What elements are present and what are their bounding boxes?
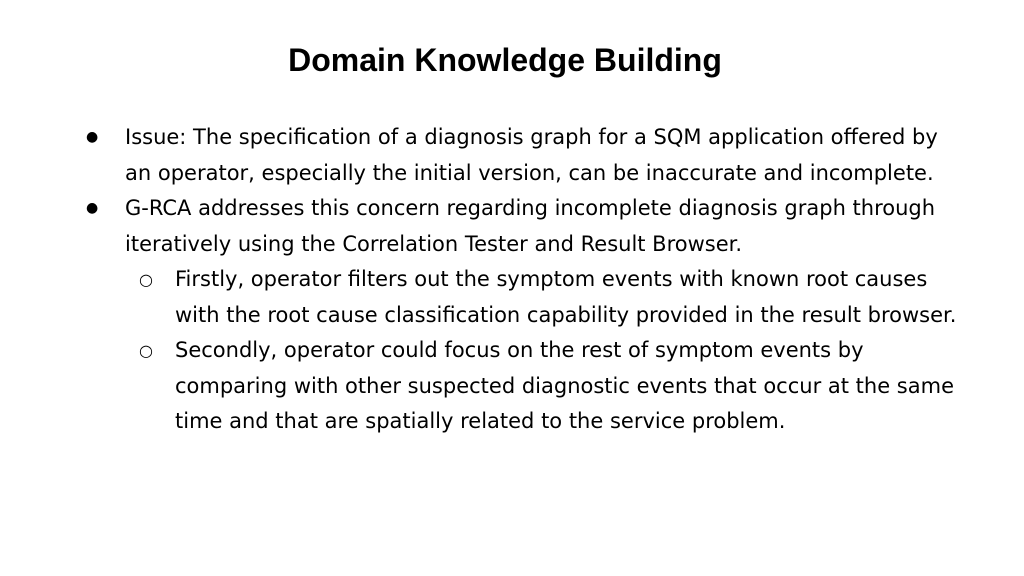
slide-title: Domain Knowledge Building xyxy=(288,42,722,78)
sub-bullet-item-firstly xyxy=(125,262,968,333)
bullet-text: G-RCA addresses this concern regarding incomplete diagnosis graph through iteratively using the Correlation Tester and Result Browser. xyxy=(125,196,936,256)
slide-body xyxy=(88,120,968,440)
bullet-circle-icon: ○ xyxy=(139,341,153,360)
bullet-item-issue xyxy=(88,120,968,191)
bullet-text: Issue: The specification of a diagnosis graph for a SQM application offered by an operator, especially the initial version, can be inaccurate and incomplete. xyxy=(125,125,938,185)
bullet-circle-icon: ○ xyxy=(139,270,153,289)
bullet-disc-icon: ● xyxy=(86,129,99,145)
bullet-disc-icon: ● xyxy=(86,200,99,216)
sub-bullet-text: Secondly, operator could focus on the rest of symptom events by comparing with other suspected diagnostic events that occur at the same time and that are spatially related to the service problem. xyxy=(175,338,954,433)
bullet-list xyxy=(88,120,968,440)
sub-bullet-item-secondly xyxy=(125,333,968,440)
sub-bullet-list xyxy=(125,262,968,440)
bullet-item-grca xyxy=(88,191,968,440)
sub-bullet-text: Firstly, operator filters out the symptom events with known root causes with the root cause classification capability provided in the result browser. xyxy=(175,267,957,327)
